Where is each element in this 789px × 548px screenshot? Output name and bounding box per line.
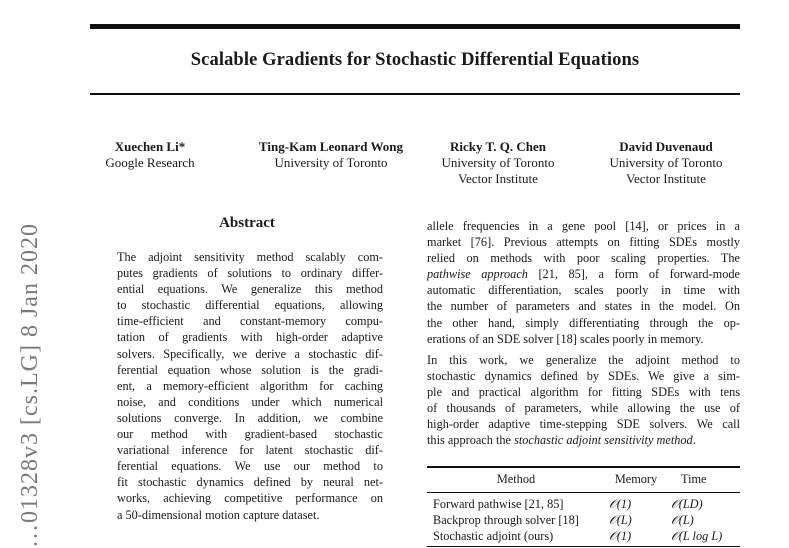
table-cell: 𝒪(1): [609, 496, 632, 511]
intro-line: the number of parameters and states in the model. On: [427, 299, 740, 314]
table-cell: 𝒪(L log L): [671, 528, 723, 543]
author-block: [100, 139, 200, 171]
intro-italic-term: stochastic adjoint sensitivity method: [514, 433, 693, 448]
author-block: [428, 139, 568, 187]
intro-line-rest: [21, 85], a form of forward-mode: [527, 267, 740, 282]
abstract-line: ent, a memory-efficient algorithm for caching: [117, 378, 383, 393]
abstract-line: noise, and conditions under which numerical: [117, 394, 383, 409]
author-affiliation: Vector Institute: [458, 171, 538, 186]
table-mid-rule: [427, 492, 740, 493]
author-affiliation: Vector Institute: [626, 171, 706, 186]
intro-line: ple and practical algorithm for fitting SDEs with tens: [427, 385, 740, 400]
abstract-line: ferential equations. We use our method to: [117, 459, 383, 474]
table-cell: Backprop through solver [18]: [433, 512, 579, 527]
table-header-row: [427, 471, 740, 487]
abstract-line: ential equations. We generalize this method: [117, 282, 383, 297]
author-name: Xuechen Li*: [114, 139, 186, 154]
abstract-line: solvers. Specifically, we derive a stochastic dif-: [117, 346, 383, 361]
abstract-heading: Abstract: [219, 215, 275, 231]
intro-line-pre: this approach the: [427, 433, 515, 448]
abstract-line: The adjoint sensitivity method scalably com-: [117, 250, 383, 264]
abstract-line: variational inference for latent stochastic dif-: [117, 443, 383, 458]
abstract-line: tation of gradients with high-order adaptive: [117, 330, 383, 345]
author-affiliation: University of Toronto: [609, 155, 723, 170]
table-header-cell: Memory: [614, 471, 658, 486]
intro-italic-term: pathwise approach: [427, 267, 528, 282]
table-row: [427, 496, 740, 512]
intro-line: allele frequencies in a gene pool [14], or prices in a: [427, 219, 740, 233]
table-cell: Forward pathwise [21, 85]: [433, 496, 564, 511]
table-cell: Stochastic adjoint (ours): [433, 528, 554, 543]
author-block: [592, 139, 740, 187]
intro-line: stochastic dynamics defined by SDEs. We give a sim-: [427, 369, 740, 384]
abstract-line: our method with gradient-based stochastic: [117, 427, 383, 442]
paper-title: Scalable Gradients for Stochastic Differential Equations: [190, 50, 640, 70]
abstract-line: solutions converge. In addition, we combine: [117, 410, 383, 425]
table-top-rule: [427, 466, 740, 468]
intro-line: market [76]. Previous attempts on fitting SDEs mostly: [427, 235, 740, 250]
intro-line: [427, 266, 740, 282]
author-block: [238, 139, 424, 171]
title-bottom-rule: [90, 93, 740, 95]
author-affiliation: University of Toronto: [441, 155, 555, 170]
author-name: Ting-Kam Leonard Wong: [259, 139, 403, 154]
table-header-cell: Time: [681, 471, 707, 486]
intro-line-post: .: [692, 433, 696, 448]
table-cell: 𝒪(L): [671, 512, 694, 527]
intro-line: [427, 432, 740, 448]
abstract-line: time-efficient and constant-memory compu-: [117, 314, 383, 329]
intro-line: relied on methods with poor scaling properties. The: [427, 251, 740, 266]
author-name: Ricky T. Q. Chen: [450, 139, 546, 154]
table-bottom-rule: [427, 546, 740, 548]
intro-line: of thousands of parameters, while allowing the use of: [427, 401, 740, 416]
abstract-line: to stochastic differential equations, allowing: [117, 298, 383, 313]
intro-line: erations of an SDE solver [18] scales poorly in memory.: [427, 331, 704, 346]
intro-line: the other hand, simply differentiating through the op-: [427, 315, 740, 330]
arxiv-identifier: …01328v3 [cs.LG] 8 Jan 2020: [17, 223, 43, 548]
abstract-body: [117, 249, 383, 523]
author-name: David Duvenaud: [619, 139, 713, 154]
table-row: [427, 512, 740, 528]
intro-paragraph-1: [427, 218, 740, 347]
abstract-line: fit stochastic dynamics defined by neural net-: [117, 475, 383, 490]
title-top-rule: [90, 24, 740, 29]
table-body: [427, 496, 740, 544]
intro-line: high-order adaptive time-stepping SDE solvers. We call: [427, 417, 740, 432]
intro-line: In this work, we generalize the adjoint method to: [427, 353, 740, 367]
table-header-cell: Method: [496, 471, 536, 486]
table-cell: 𝒪(LD): [671, 496, 703, 511]
intro-paragraph-2: [427, 352, 740, 449]
abstract-line: a 50-dimensional motion capture dataset.: [117, 507, 320, 522]
author-affiliation: Google Research: [105, 155, 195, 170]
table-cell: 𝒪(1): [609, 528, 632, 543]
author-affiliation: University of Toronto: [274, 155, 388, 170]
abstract-line: putes gradients of solutions to ordinary differ-: [117, 266, 383, 281]
complexity-table: [427, 466, 740, 547]
abstract-line: works, achieving competitive performance on: [117, 491, 383, 506]
intro-line: automatic differentiation, scales poorly in time with: [427, 283, 740, 298]
abstract-line: ferential equation whose solution is the gradi-: [117, 362, 383, 377]
table-cell: 𝒪(L): [609, 512, 632, 527]
table-row: [427, 528, 740, 544]
